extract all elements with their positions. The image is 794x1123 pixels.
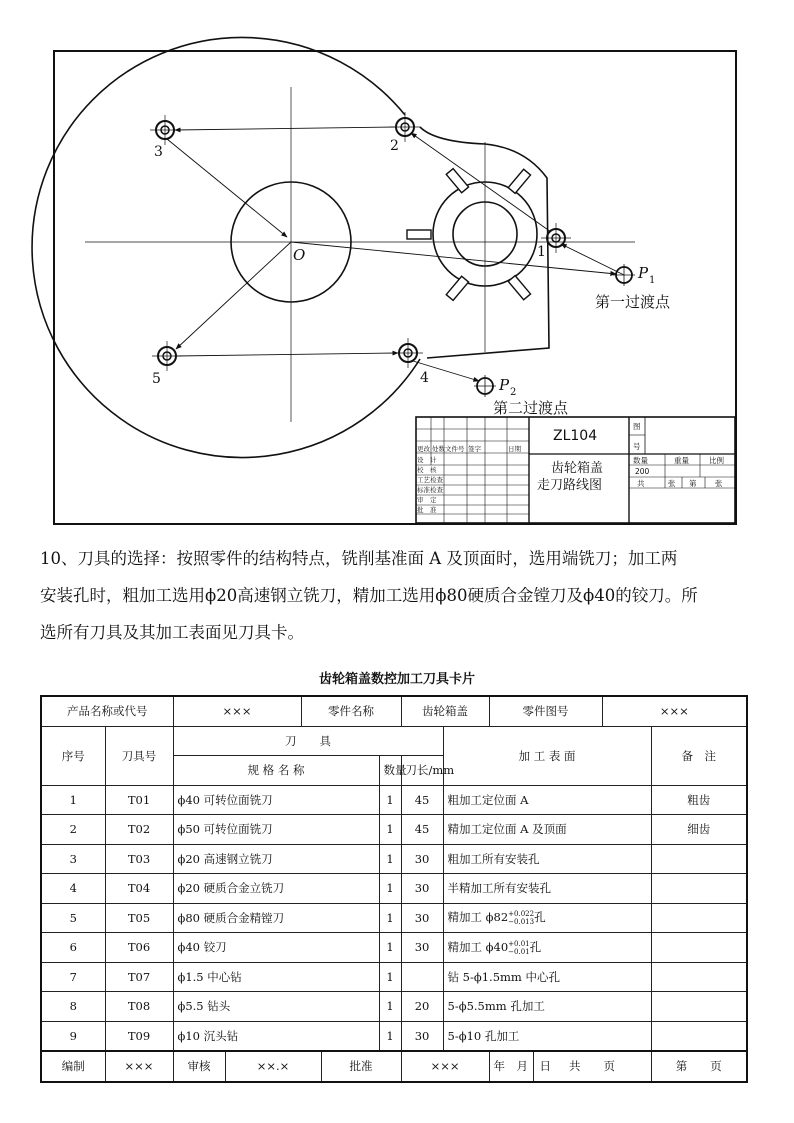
tb-rev-1: 更改 — [417, 445, 430, 453]
table-cell: 6 — [41, 933, 105, 963]
col-seq: 序号 — [41, 726, 105, 785]
table-cell: ϕ10 沉头钻 — [173, 1021, 379, 1051]
approve-value: ××× — [401, 1051, 489, 1082]
table-cell: 粗齿 — [651, 785, 747, 815]
table-cell: 5-ϕ5.5mm 孔加工 — [443, 992, 651, 1022]
table-cell: 细齿 — [651, 815, 747, 845]
table-row — [41, 874, 747, 904]
table-cell: 45 — [401, 815, 443, 845]
mounting-holes — [156, 118, 565, 365]
table-cell: 20 — [401, 992, 443, 1022]
tb-drawing-no-2: 号 — [633, 442, 641, 451]
table-row — [41, 785, 747, 815]
table-cell: 1 — [379, 992, 401, 1022]
table-cell — [651, 844, 747, 874]
col-spec: 规 格 名 称 — [173, 756, 379, 786]
table-cell: 精加工 ϕ40 +0.01 −0.01 孔 — [443, 933, 651, 963]
col-tool-no: 刀具号 — [105, 726, 173, 785]
paragraph-line-1: 10、刀具的选择：按照零件的结构特点，铣削基准面 A 及顶面时，选用端铣刀；加工两 — [40, 549, 678, 568]
tb-role-5: 审 定 — [417, 496, 437, 504]
table-cell: ϕ5.5 钻头 — [173, 992, 379, 1022]
tb-role-3: 工艺检查 — [417, 476, 443, 484]
table-cell: 粗加工定位面 A — [443, 785, 651, 815]
table-cell: 7 — [41, 962, 105, 992]
table-cell: 30 — [401, 874, 443, 904]
table-cell: T03 — [105, 844, 173, 874]
table-cell: 2 — [41, 815, 105, 845]
drawing-canvas — [55, 52, 735, 523]
table-cell: ϕ1.5 中心钻 — [173, 962, 379, 992]
part-no-label: 零件图号 — [489, 696, 602, 726]
table-cell: 9 — [41, 1021, 105, 1051]
table-cell: 1 — [379, 962, 401, 992]
table-row — [41, 1021, 747, 1051]
table-cell: 粗加工所有安装孔 — [443, 844, 651, 874]
tb-material: ZL104 — [553, 428, 598, 444]
table-cell: 30 — [401, 903, 443, 933]
table-cell: 1 — [379, 785, 401, 815]
table-cell: T04 — [105, 874, 173, 904]
table-cell: T02 — [105, 815, 173, 845]
table-row — [41, 962, 747, 992]
table-cell: ϕ50 可转位面铣刀 — [173, 815, 379, 845]
table-cell: 1 — [379, 1021, 401, 1051]
table-cell — [401, 962, 443, 992]
tb-sheet-label-2: 张 — [715, 479, 723, 488]
table-cell: 4 — [41, 874, 105, 904]
card-column-group-row — [41, 726, 747, 756]
paragraph-line-3: 选所有刀具及其加工表面见刀具卡。 — [40, 623, 304, 642]
hole-label-1: 1 — [537, 244, 546, 260]
tb-rev-5: 日期 — [508, 445, 521, 453]
table-cell: 精加工定位面 A 及顶面 — [443, 815, 651, 845]
table-cell — [651, 933, 747, 963]
table-cell — [651, 1021, 747, 1051]
table-cell: 30 — [401, 844, 443, 874]
tb-rev-3: 文件号 — [445, 445, 465, 453]
page-label: 第 页 — [651, 1051, 747, 1082]
p1-label: P — [638, 264, 649, 282]
product-label: 产品名称或代号 — [41, 696, 173, 726]
part-no-value: ××× — [602, 696, 747, 726]
tool-path-drawing — [53, 50, 737, 525]
tb-role-4: 标准检查 — [417, 486, 443, 494]
part-outline — [32, 37, 420, 457]
table-cell — [651, 992, 747, 1022]
tb-role-6: 批 准 — [417, 506, 437, 514]
date-label: 年 月 日 — [489, 1051, 533, 1082]
hole-label-5: 5 — [152, 371, 161, 387]
table-cell: T05 — [105, 903, 173, 933]
card-footer-row — [41, 1051, 747, 1082]
tool-card-title: 齿轮箱盖数控加工刀具卡片 — [318, 672, 475, 687]
table-cell — [651, 962, 747, 992]
table-cell: 钻 5-ϕ1.5mm 中心孔 — [443, 962, 651, 992]
table-cell: 45 — [401, 785, 443, 815]
table-cell: 1 — [379, 933, 401, 963]
hole-label-2: 2 — [390, 138, 399, 154]
p2-label: P — [499, 376, 510, 394]
tb-total-label: 共 — [637, 479, 645, 488]
col-surface: 加 工 表 面 — [443, 726, 651, 785]
table-cell: 1 — [379, 874, 401, 904]
gear-housing-outline — [420, 127, 549, 358]
hole-label-3: 3 — [154, 144, 163, 160]
table-cell: T07 — [105, 962, 173, 992]
col-length: 刀长/mm — [401, 756, 443, 786]
p1-caption: 第一过渡点 — [595, 293, 671, 311]
hole-label-4: 4 — [420, 370, 429, 386]
table-cell: ϕ40 铰刀 — [173, 933, 379, 963]
p1-subscript: 1 — [649, 275, 656, 286]
review-value: ××.× — [225, 1051, 321, 1082]
tb-rev-4: 签字 — [468, 445, 481, 453]
table-cell: 1 — [379, 815, 401, 845]
table-cell: 30 — [401, 1021, 443, 1051]
tb-part-name-1: 齿轮箱盖 — [551, 461, 604, 476]
col-qty: 数量 — [379, 756, 401, 786]
part-name-value: 齿轮箱盖 — [401, 696, 489, 726]
edit-label: 编制 — [41, 1051, 105, 1082]
tb-role-2: 校 核 — [417, 466, 437, 474]
paragraph-line-2: 安装孔时，粗加工选用ϕ20高速钢立铣刀，精加工选用ϕ80硬质合金镗刀及ϕ40的铰刀。所 — [40, 586, 698, 605]
table-cell: T06 — [105, 933, 173, 963]
table-cell: T08 — [105, 992, 173, 1022]
table-row — [41, 992, 747, 1022]
table-cell — [651, 903, 747, 933]
table-cell: 3 — [41, 844, 105, 874]
center-label-O: O — [293, 246, 306, 264]
tool-path — [167, 127, 624, 381]
tb-nth-label: 第 — [689, 479, 697, 488]
table-cell: ϕ20 硬质合金立铣刀 — [173, 874, 379, 904]
table-cell: ϕ20 高速钢立铣刀 — [173, 844, 379, 874]
table-cell — [651, 874, 747, 904]
table-row — [41, 815, 747, 845]
tb-sheet-label: 张 — [668, 479, 676, 488]
card-header-row — [41, 696, 747, 726]
table-cell: 1 — [379, 844, 401, 874]
total-pages-label: 共 页 — [533, 1051, 651, 1082]
table-row — [41, 903, 747, 933]
table-row — [41, 844, 747, 874]
tb-scale-label: 比例 — [709, 456, 724, 465]
table-cell: ϕ40 可转位面铣刀 — [173, 785, 379, 815]
tb-qty-value: 200 — [635, 467, 650, 476]
table-cell: 1 — [41, 785, 105, 815]
table-cell: T09 — [105, 1021, 173, 1051]
edit-value: ××× — [105, 1051, 173, 1082]
table-cell: 30 — [401, 933, 443, 963]
product-value: ××× — [173, 696, 301, 726]
table-row — [41, 933, 747, 963]
col-tool-group: 刀 具 — [173, 726, 443, 756]
tb-role-1: 设 计 — [417, 456, 437, 464]
tool-selection-paragraph — [40, 540, 754, 651]
table-cell: T01 — [105, 785, 173, 815]
tb-rev-2: 处数 — [432, 445, 445, 453]
tool-card-table — [40, 695, 748, 1083]
tb-drawing-no-1: 图 — [633, 422, 641, 431]
approve-label: 批准 — [321, 1051, 401, 1082]
table-cell: ϕ80 硬质合金精镗刀 — [173, 903, 379, 933]
review-label: 审核 — [173, 1051, 225, 1082]
table-cell: 5 — [41, 903, 105, 933]
p2-subscript: 2 — [510, 387, 517, 398]
table-cell: 半精加工所有安装孔 — [443, 874, 651, 904]
table-cell: 1 — [379, 903, 401, 933]
part-name-label: 零件名称 — [301, 696, 401, 726]
p2-caption: 第二过渡点 — [493, 399, 569, 417]
table-cell: 5-ϕ10 孔加工 — [443, 1021, 651, 1051]
tb-weight-label: 重量 — [674, 456, 689, 465]
tb-qty-label: 数量 — [633, 456, 648, 465]
tb-part-name-2: 走刀路线图 — [537, 478, 603, 493]
table-cell: 精加工 ϕ82 +0.022 −0.013 孔 — [443, 903, 651, 933]
table-cell: 8 — [41, 992, 105, 1022]
col-remark: 备 注 — [651, 726, 747, 785]
